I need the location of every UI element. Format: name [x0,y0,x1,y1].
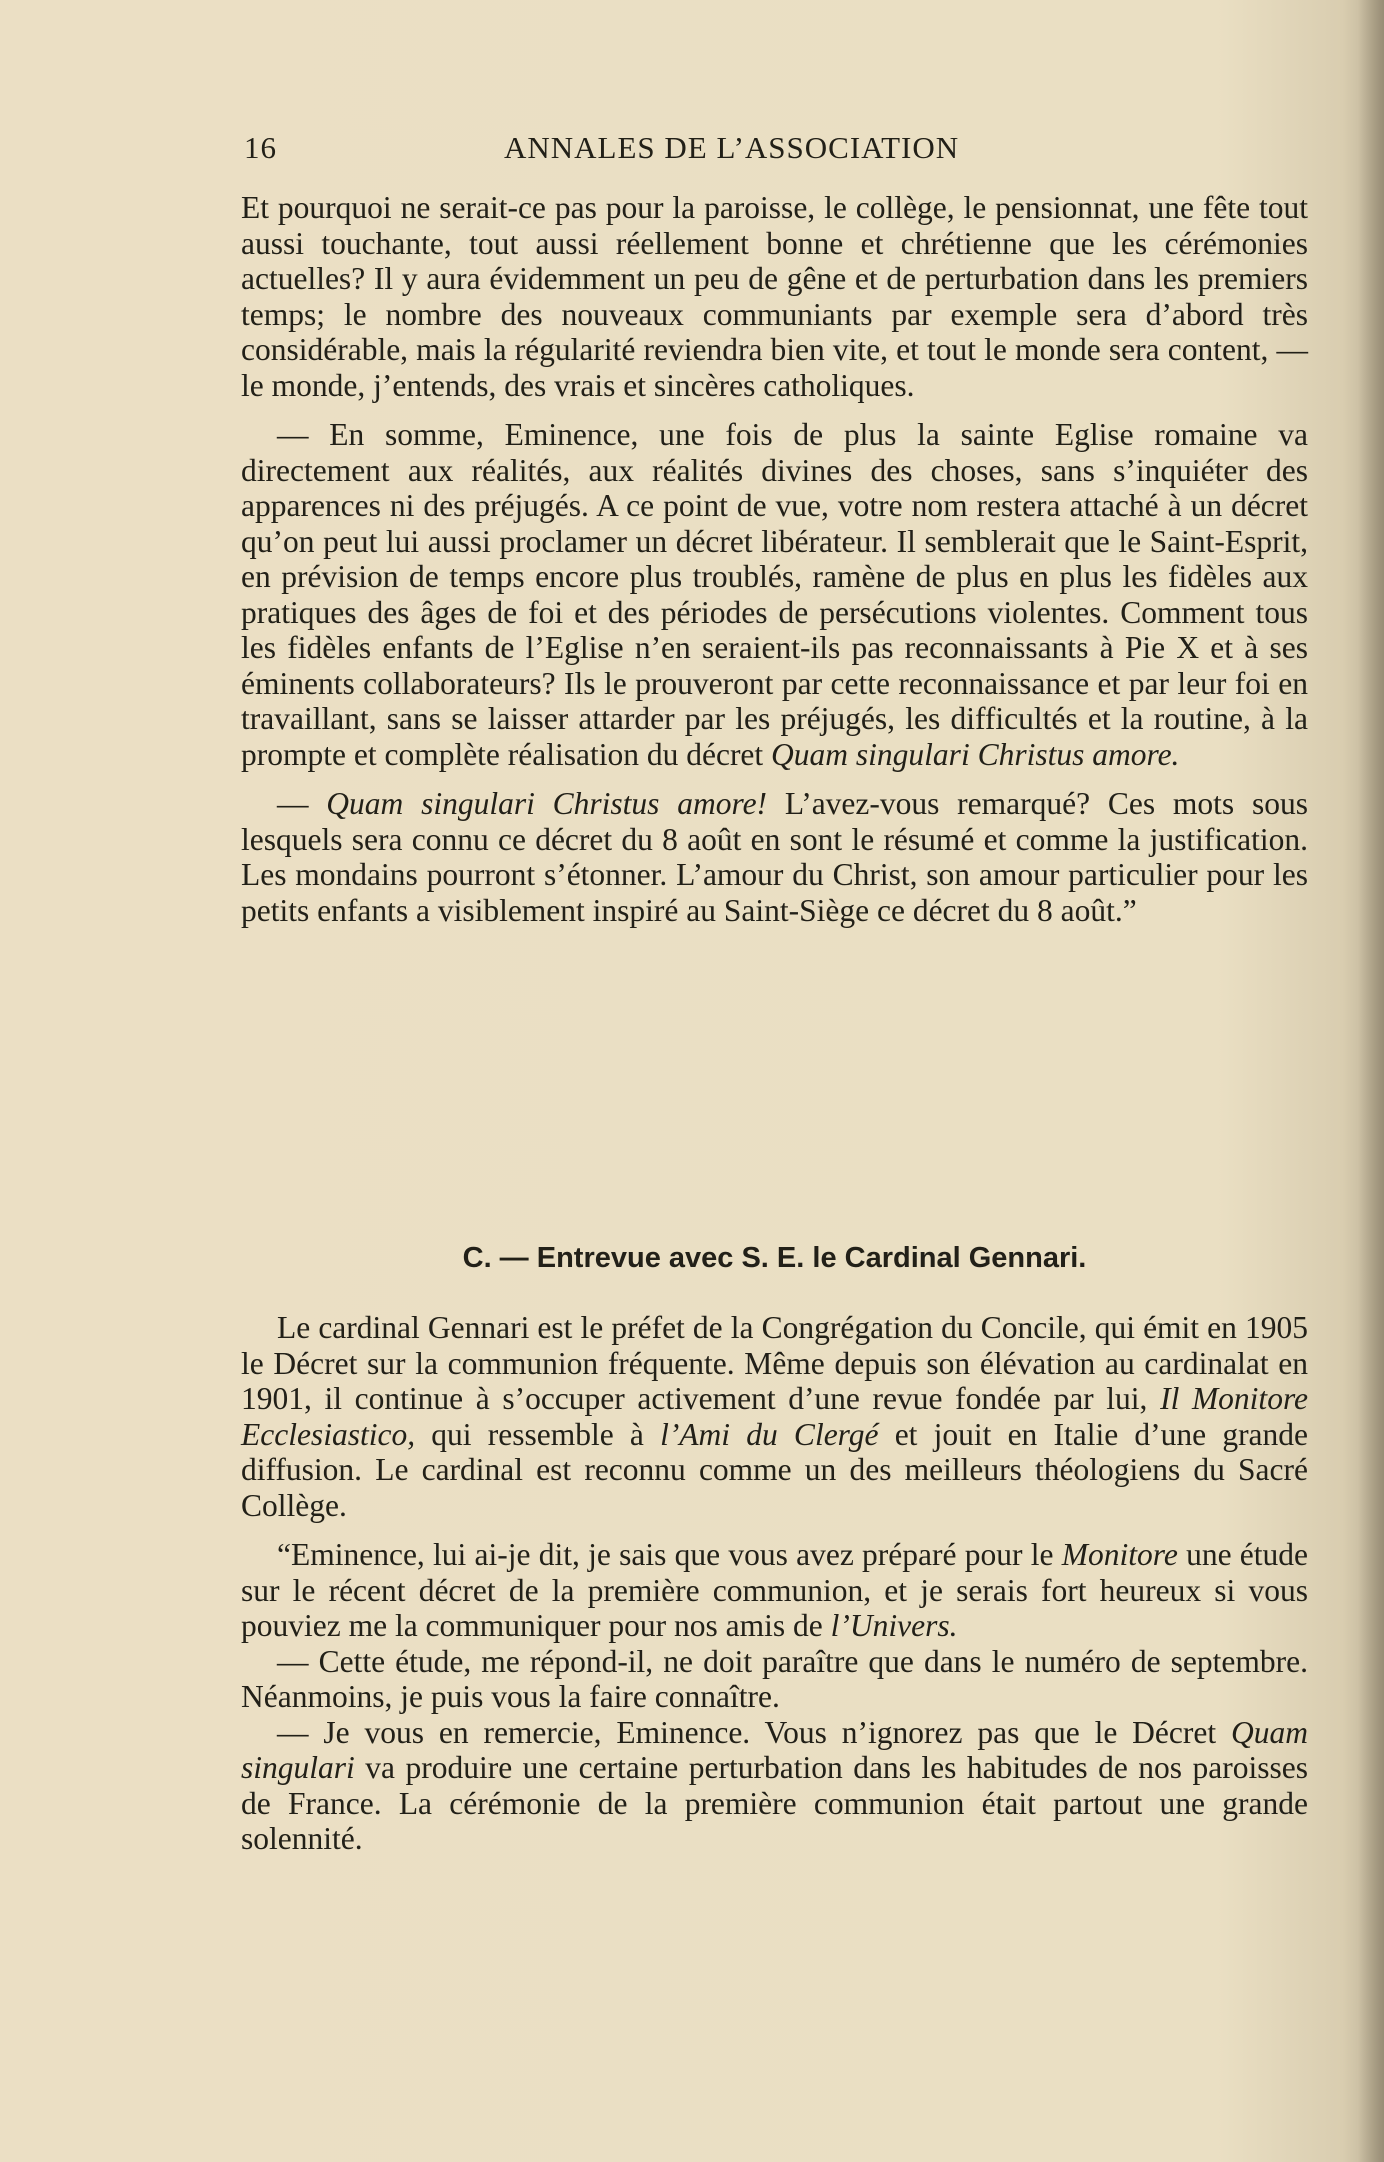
running-title: ANNALES DE L’ASSOCIATION [504,130,960,165]
page-number: 16 [244,130,277,165]
paragraph-7: — Je vous en remercie, Eminence. Vous n’ignorez pas que le Décret Quam singulari va produire une certaine perturbation dans les habitudes de nos paroisses de France. La cérémonie de la première communion était partout une grande solennité. [241,1714,1309,1856]
section-heading: C. — Entrevue avec S. E. le Cardinal Gennari. [462,1242,1087,1274]
paragraph-3: — Quam singulari Christus amore! L’avez-vous remarqué? Ces mots sous lesquels sera connu ce décret du 8 août en sont le résumé et comme la justification. Les mondains pourront s’étonner. L’amour du Christ, son amour particulier pour les petits enfants a visiblement inspiré au Saint-Siège ce décret du 8 août.” [241,786,1309,928]
paragraph-5: “Eminence, lui ai-je dit, je sais que vous avez préparé pour le Monitore une étude sur le récent décret de la première communion, et je serais fort heureux si vous pouviez me la communiquer pour nos amis de l’Univers. [241,1537,1309,1643]
paragraph-2: — En somme, Eminence, une fois de plus la sainte Eglise romaine va directement aux réalités, aux réalités divines des choses, sans s’inquiéter des apparences ni des préjugés. A ce point de vue, votre nom restera attaché à un décret qu’on peut lui aussi proclamer un décret libérateur. Il semblerait que le Saint-Esprit, en prévision de temps encore plus troublés, ramène de plus en plus les fidèles aux pratiques des âges de foi et des périodes de persécutions violentes. Comment tous les fidèles enfants de l’Eglise n’en seraient-ils pas reconnaissants à Pie X et à ses éminents collaborateurs? Ils le prouveront par cette reconnaissance et par leur foi en travaillant, sans se laisser attarder par les préjugés, les difficultés et la routine, à la prompte et complète réalisation du décret Quam singulari Christus amore. [241,417,1308,772]
page-spine-shadow [1358,0,1384,2162]
page-header [244,130,1064,170]
paragraph-1: Et pourquoi ne serait-ce pas pour la paroisse, le collège, le pensionnat, une fête tout aussi touchante, tout aussi réellement bonne et chrétienne que les cérémonies actuelles? Il y aura évidemment un peu de gêne et de perturbation dans les premiers temps; le nombre des nouveaux communiants par exemple sera d’abord très considérable, mais la régularité reviendra bien vite, et tout le monde sera content, — le monde, j’entends, des vrais et sincères catholiques. [241,190,1308,403]
decree-title-italic: Quam singulari Christus amore! [326,786,768,821]
paragraph-6: — Cette étude, me répond-il, ne doit paraître que dans le numéro de septembre. Néanmoins, je puis vous la faire connaître. [241,1643,1308,1714]
body-text-lower [241,1310,1308,1857]
body-text-upper [241,190,1308,928]
decree-title-italic: Quam singulari Christus amore. [771,736,1180,772]
paragraph-4: Le cardinal Gennari est le préfet de la Congrégation du Concile, qui émit en 1905 le Décret sur la communion fréquente. Même depuis son élévation au cardinalat en 1901, il continue à s’occuper activement d’une revue fondée par lui, Il Monitore Ecclesiastico, qui ressemble à l’Ami du Clergé et jouit en Italie d’une grande diffusion. Le cardinal est reconnu comme un des meilleurs théologiens du Sacré Collège. [241,1310,1309,1523]
